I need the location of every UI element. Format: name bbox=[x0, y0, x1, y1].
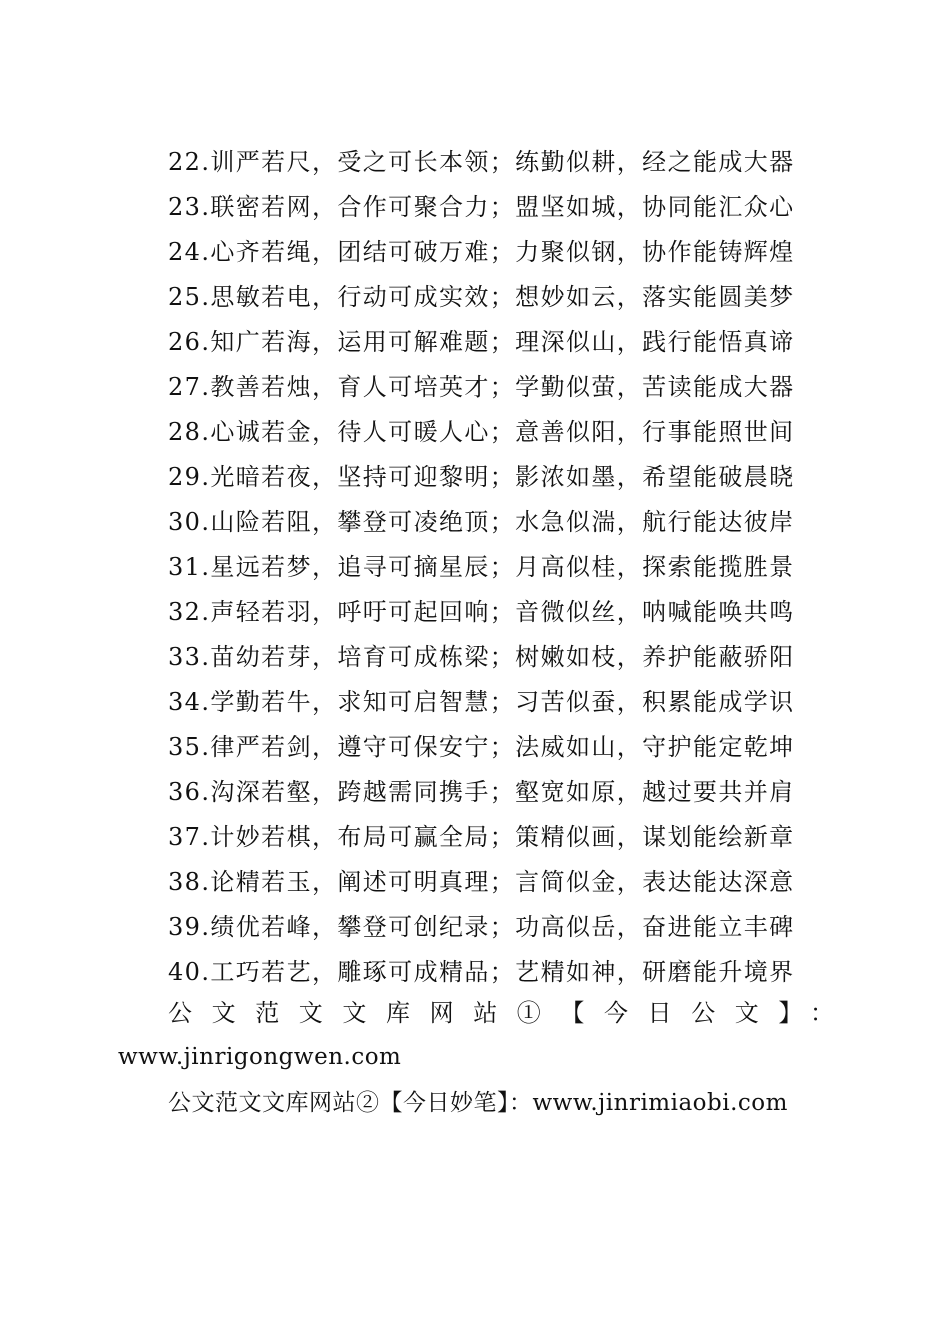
couplet-line: 28.心诚若金，待人可暖人心；意善似阳，行事能照世间 bbox=[168, 418, 795, 446]
couplet-line: 35.律严若剑，遵守可保安宁；法威如山，守护能定乾坤 bbox=[168, 733, 795, 761]
couplet-line: 30.山险若阻，攀登可凌绝顶；水急似湍，航行能达彼岸 bbox=[168, 508, 795, 536]
couplet-line: 34.学勤若牛，求知可启智慧；习苦似蚕，积累能成学识 bbox=[168, 688, 795, 716]
couplet-line: 38.论精若玉，阐述可明真理；言简似金，表达能达深意 bbox=[168, 868, 795, 896]
couplet-line: 22.训严若尺，受之可长本领；练勤似耕，经之能成大器 bbox=[168, 148, 795, 176]
footer-site2[interactable]: 公文范文文库网站②【今日妙笔】：www.jinrimiaobi.com bbox=[168, 1090, 788, 1116]
couplet-line: 32.声轻若羽，呼吁可起回响；音微似丝，呐喊能唤共鸣 bbox=[168, 598, 795, 626]
couplet-line: 25.思敏若电，行动可成实效；想妙如云，落实能圆美梦 bbox=[168, 283, 795, 311]
couplet-line: 26.知广若海，运用可解难题；理深似山，践行能悟真谛 bbox=[168, 328, 795, 356]
couplet-line: 27.教善若烛，育人可培英才；学勤似萤，苦读能成大器 bbox=[168, 373, 795, 401]
couplet-list bbox=[168, 140, 818, 995]
footer-site1-label: 公文范文文库网站①【今日公文】： bbox=[168, 999, 854, 1027]
footer-site1-url[interactable]: www.jinrigongwen.com bbox=[118, 1044, 402, 1070]
couplet-line: 24.心齐若绳，团结可破万难；力聚似钢，协作能铸辉煌 bbox=[168, 238, 795, 266]
couplet-line: 29.光暗若夜，坚持可迎黎明；影浓如墨，希望能破晨晓 bbox=[168, 463, 795, 491]
couplet-line: 37.计妙若棋，布局可赢全局；策精似画，谋划能绘新章 bbox=[168, 823, 795, 851]
couplet-line: 31.星远若梦，追寻可摘星辰；月高似桂，探索能揽胜景 bbox=[168, 553, 795, 581]
couplet-line: 33.苗幼若芽，培育可成栋梁；树嫩如枝，养护能蔽骄阳 bbox=[168, 643, 795, 671]
couplet-line: 40.工巧若艺，雕琢可成精品；艺精如神，研磨能升境界 bbox=[168, 958, 795, 986]
couplet-line: 23.联密若网，合作可聚合力；盟坚如城，协同能汇众心 bbox=[168, 193, 795, 221]
couplet-line: 39.绩优若峰，攀登可创纪录；功高似岳，奋进能立丰碑 bbox=[168, 913, 795, 941]
couplet-line: 36.沟深若壑，跨越需同携手；壑宽如原，越过要共并肩 bbox=[168, 778, 795, 806]
